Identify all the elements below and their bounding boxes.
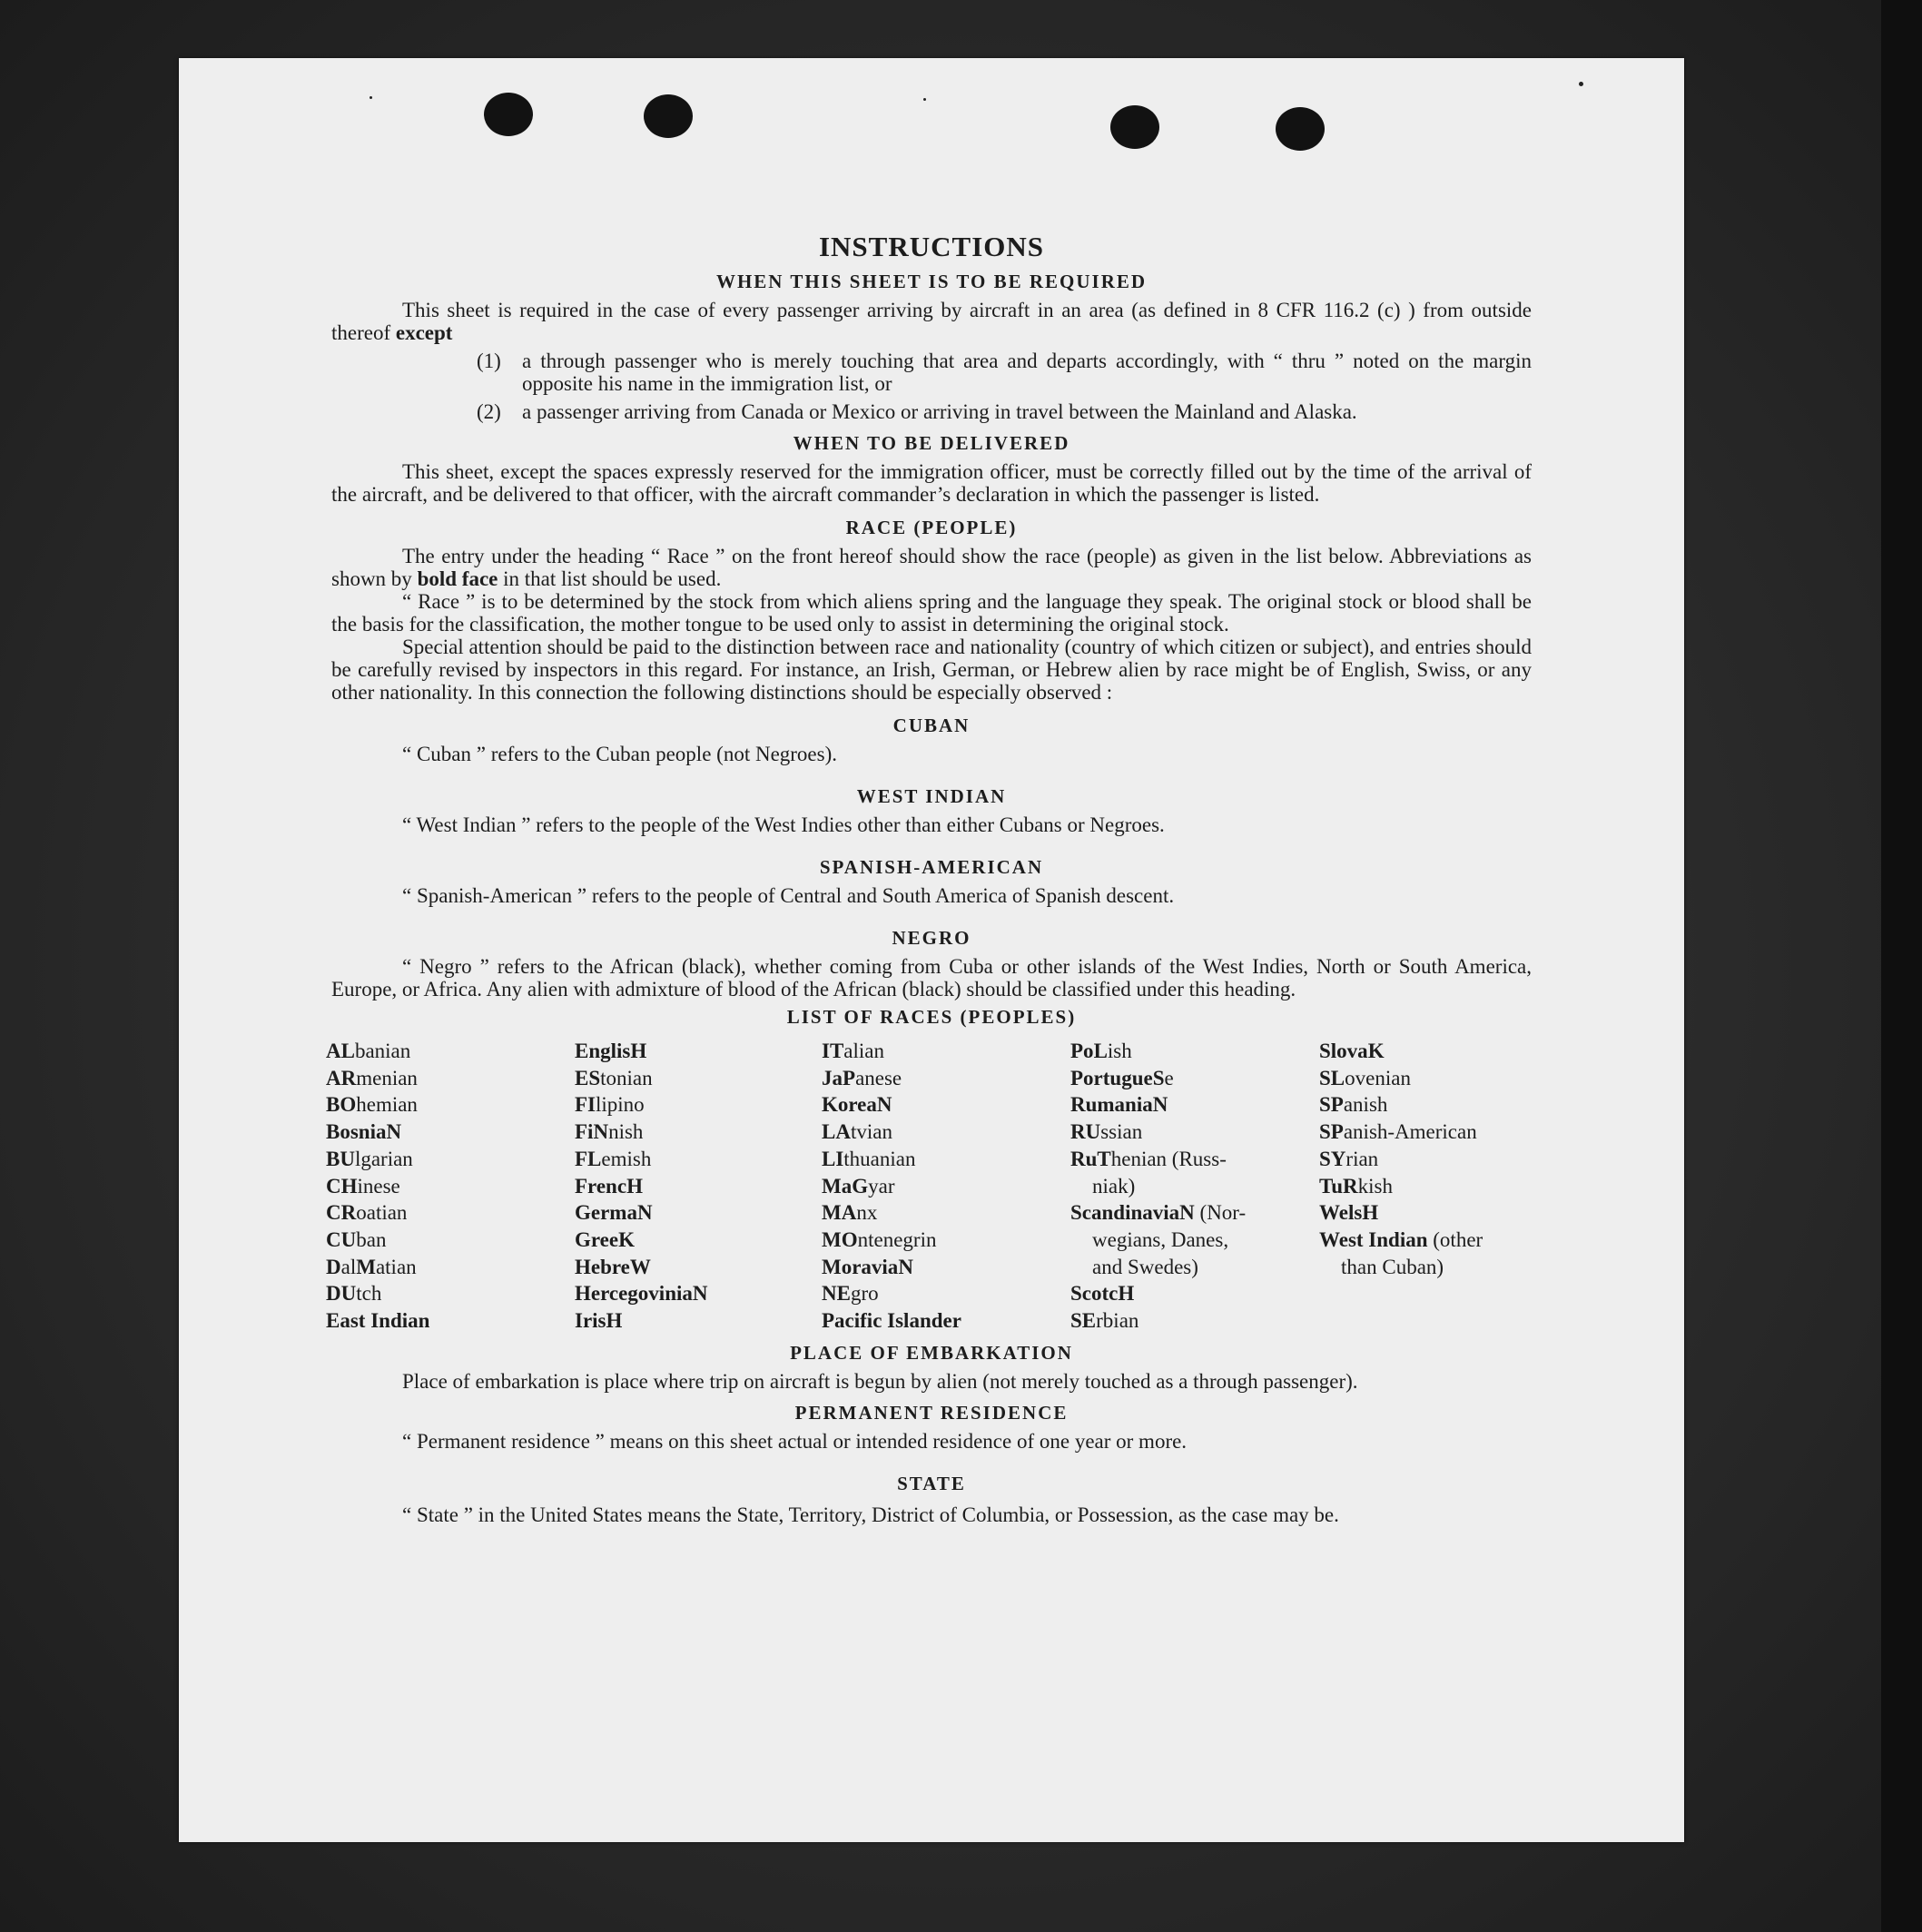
race-text: henian (Russ- (1110, 1147, 1227, 1170)
punch-hole (644, 94, 693, 138)
race-text: yar (868, 1174, 895, 1198)
race-entry (575, 1199, 822, 1227)
required-intro: This sheet is required in the case of every passenger arriving by aircraft in an area (as defined in 8 CFR 116.2 (c) ) from outside thereof except (331, 299, 1532, 344)
race-abbreviation: N (593, 1120, 609, 1144)
punch-hole (1276, 107, 1325, 151)
delivered-text: This sheet, except the spaces expressly reserved for the immigration officer, must be correctly filled out by the time of the arrival of the aircraft, and be delivered to that officer, with the aircraft commander’s declaration in which the passenger is listed. (331, 460, 1532, 506)
race-abbreviation: Bosnia (326, 1120, 387, 1144)
race-abbreviation: H (1118, 1282, 1135, 1306)
race-abbreviation: SP (1319, 1120, 1344, 1144)
race-entry (1070, 1227, 1319, 1254)
heading-west-indian: WEST INDIAN (856, 785, 1007, 807)
race-abbreviation: IT (822, 1040, 844, 1062)
race-text: rbian (1096, 1309, 1139, 1333)
race-entry (1319, 1091, 1528, 1119)
race-entry (575, 1091, 822, 1119)
race-entry (822, 1173, 1070, 1200)
race-paragraph: The entry under the heading “ Race ” on the front hereof should show the race (people) as given in the list below. Abbreviations as shown by bold face in that list should be used. (331, 545, 1532, 590)
race-entry (326, 1091, 575, 1119)
races-column (326, 1038, 575, 1335)
race-text: e (1164, 1066, 1174, 1089)
race-entry (1319, 1199, 1528, 1227)
race-entry (1319, 1065, 1528, 1092)
race-text: nish (608, 1120, 644, 1144)
race-abbreviation: N (876, 1093, 892, 1117)
race-text: kish (1357, 1174, 1393, 1198)
race-abbreviation: Wels (1319, 1201, 1363, 1225)
race-entry (822, 1146, 1070, 1173)
race-entry (1319, 1173, 1528, 1200)
race-abbreviation: G (852, 1174, 869, 1198)
race-entry (1070, 1173, 1319, 1200)
race-abbreviation: Korea (822, 1093, 877, 1117)
race-abbreviation: W (629, 1255, 651, 1278)
race-abbreviation: Ru (1070, 1147, 1098, 1170)
race-entry (575, 1065, 822, 1092)
spanish-american-definition: “ Spanish-American ” refers to the people of Central and South America of Spanish descent. (402, 884, 1175, 907)
punch-hole (484, 93, 533, 136)
instructions-content (326, 167, 1532, 1529)
race-abbreviation: SP (1319, 1093, 1344, 1117)
race-text: ntenegrin (857, 1227, 937, 1251)
race-entry (575, 1146, 822, 1173)
embarkation-definition: Place of embarkation is place where trip on aircraft is begun by alien (not merely touched as a through passenger). (402, 1369, 1358, 1393)
race-entry (822, 1280, 1070, 1307)
race-entry (822, 1065, 1070, 1092)
race-entry (1070, 1065, 1319, 1092)
race-abbreviation: CU (326, 1227, 357, 1251)
race-text: inese (357, 1174, 400, 1198)
race-abbreviation: CR (326, 1201, 357, 1225)
heading-spanish-american: SPANISH-AMERICAN (819, 856, 1044, 878)
race-abbreviation: Germa (575, 1201, 637, 1225)
race-abbreviation: Moravia (822, 1255, 899, 1278)
race-entry (326, 1199, 575, 1227)
race-abbreviation: Tu (1319, 1174, 1344, 1198)
race-entry (326, 1173, 575, 1200)
race-abbreviation: H (630, 1040, 647, 1062)
race-entry (1319, 1119, 1528, 1146)
race-entry (326, 1038, 575, 1065)
race-entry (575, 1280, 822, 1307)
race-abbreviation: Ja (822, 1066, 843, 1089)
race-entry (1070, 1254, 1319, 1281)
race-abbreviation: AR (326, 1066, 357, 1089)
race-entry (1319, 1038, 1528, 1065)
race-entry (575, 1119, 822, 1146)
scan-edge (1881, 0, 1922, 1932)
heading-residence: PERMANENT RESIDENCE (794, 1401, 1069, 1424)
race-abbreviation: S (1152, 1066, 1165, 1089)
race-abbreviation: R (1343, 1174, 1358, 1198)
race-abbreviation: N (1152, 1093, 1168, 1117)
heading-races-list: LIST OF RACES (PEOPLES) (786, 1006, 1077, 1028)
race-abbreviation: L (1093, 1040, 1108, 1062)
document-page (179, 58, 1684, 1842)
race-abbreviation: H (606, 1309, 623, 1333)
race-entry (822, 1038, 1070, 1065)
heading-state: STATE (897, 1472, 966, 1494)
race-abbreviation: AL (326, 1040, 355, 1062)
race-abbreviation: H (1362, 1201, 1379, 1225)
race-entry (1319, 1227, 1528, 1254)
heading-cuban: CUBAN (892, 715, 971, 736)
races-column (822, 1038, 1070, 1335)
race-text: tvian (850, 1120, 892, 1144)
race-text: niak) (1092, 1174, 1136, 1198)
race-text: (other (1427, 1227, 1483, 1251)
race-abbreviation: T (1097, 1147, 1111, 1170)
race-text: banian (354, 1040, 411, 1062)
race-text: ban (356, 1227, 387, 1251)
race-text: thuanian (843, 1147, 916, 1170)
race-entry (1070, 1038, 1319, 1065)
race-entry (326, 1280, 575, 1307)
race-entry (326, 1227, 575, 1254)
race-entry (1319, 1146, 1528, 1173)
negro-definition: “ Negro ” refers to the African (black), whether coming from Cuba or other islands of the West Indies, North or South America, Europe, or Africa. Any alien with admixture of blood of the African (black) should be classified under this heading. (331, 955, 1532, 1000)
race-entry (1070, 1307, 1319, 1335)
race-abbreviation: Pacific Islander (822, 1309, 961, 1333)
race-abbreviation: BU (326, 1147, 355, 1170)
race-text: anish (1343, 1093, 1388, 1117)
race-abbreviation: M (356, 1255, 376, 1278)
races-list (326, 1038, 1532, 1335)
race-entry (326, 1146, 575, 1173)
race-text: anish-American (1343, 1120, 1477, 1144)
race-abbreviation: FL (575, 1147, 602, 1170)
race-entry (326, 1254, 575, 1281)
race-text: ovenian (1345, 1066, 1411, 1089)
race-text: alian (843, 1040, 884, 1062)
race-text: lipino (596, 1093, 645, 1117)
race-text: oatian (356, 1201, 408, 1225)
race-text: ish (1107, 1040, 1132, 1062)
dust-speck (1579, 82, 1583, 86)
race-entry (575, 1307, 822, 1335)
race-abbreviation: BO (326, 1093, 357, 1117)
race-entry (822, 1091, 1070, 1119)
race-abbreviation: Slova (1319, 1040, 1368, 1062)
race-entry (575, 1227, 822, 1254)
races-column (1070, 1038, 1319, 1335)
race-abbreviation: SE (1070, 1309, 1097, 1333)
race-abbreviation: LA (822, 1120, 851, 1144)
race-abbreviation: H (626, 1174, 643, 1198)
race-abbreviation: CH (326, 1174, 358, 1198)
race-entry (575, 1038, 822, 1065)
race-abbreviation: Ma (822, 1174, 853, 1198)
race-text: and Swedes) (1092, 1255, 1198, 1278)
race-abbreviation: SL (1319, 1066, 1345, 1089)
state-definition: “ State ” in the United States means the State, Territory, District of Columbia, or Possession, as the case may be. (402, 1503, 1339, 1526)
race-abbreviation: Po (1070, 1040, 1094, 1062)
race-abbreviation: Scandinavia (1070, 1201, 1180, 1225)
race-entry (822, 1307, 1070, 1335)
race-text: hemian (356, 1093, 418, 1117)
race-text: lgarian (354, 1147, 413, 1170)
race-text: tch (356, 1282, 382, 1306)
race-abbreviation: SY (1319, 1147, 1346, 1170)
race-text: anese (855, 1066, 902, 1089)
race-entry (1070, 1119, 1319, 1146)
race-abbreviation: NE (822, 1282, 851, 1306)
race-text: ssian (1100, 1120, 1143, 1144)
race-abbreviation: RU (1070, 1120, 1101, 1144)
race-entry (1319, 1254, 1528, 1281)
races-column (575, 1038, 822, 1335)
cuban-definition: “ Cuban ” refers to the Cuban people (not Negroes). (402, 743, 838, 765)
race-entry (326, 1307, 575, 1335)
heading-embarkation: PLACE OF EMBARKATION (790, 1341, 1073, 1364)
race-text: atian (375, 1255, 417, 1278)
race-text: gro (850, 1282, 879, 1306)
race-entry (326, 1119, 575, 1146)
race-abbreviation: Englis (575, 1040, 631, 1062)
race-text: rian (1345, 1147, 1379, 1170)
race-abbreviation: Fi (575, 1120, 594, 1144)
race-abbreviation: LI (822, 1147, 844, 1170)
race-text: menian (356, 1066, 418, 1089)
race-entry (822, 1254, 1070, 1281)
race-entry (822, 1119, 1070, 1146)
dust-speck (923, 98, 926, 101)
race-entry (822, 1227, 1070, 1254)
race-entry (1070, 1146, 1319, 1173)
race-abbreviation: N (636, 1201, 653, 1225)
heading-race: RACE (PEOPLE) (845, 517, 1018, 538)
race-abbreviation: East Indian (326, 1309, 430, 1333)
dust-speck (370, 96, 372, 99)
race-abbreviation: Iris (575, 1309, 606, 1333)
race-abbreviation: Hercegovinia (575, 1282, 693, 1306)
race-text: emish (601, 1147, 652, 1170)
race-paragraph: “ Race ” is to be determined by the stock from which aliens spring and the language they speak. The original stock or blood shall be the basis for the classification, the mother tongue to be used only to assist in determining the original stock. (331, 590, 1532, 636)
race-abbreviation: N (386, 1120, 402, 1144)
page-title: INSTRUCTIONS (818, 231, 1044, 262)
race-abbreviation: Frenc (575, 1174, 627, 1198)
race-abbreviation: MO (822, 1227, 858, 1251)
race-abbreviation: D (326, 1255, 341, 1278)
residence-definition: “ Permanent residence ” means on this sheet actual or intended residence of one year or more. (402, 1429, 1188, 1453)
race-abbreviation: K (1367, 1040, 1385, 1062)
race-abbreviation: Scotc (1070, 1282, 1119, 1306)
race-text: (Nor- (1194, 1201, 1247, 1225)
race-text: nx (856, 1201, 878, 1225)
race-paragraph: Special attention should be paid to the distinction between race and nationality (country of which citizen or subject), and entries should be carefully revised by inspectors in this regard. For instance, an Irish, German, or Hebrew alien by race might be of English, Swiss, or any other nationality. In this connection the following distinctions should be especially observed : (331, 636, 1532, 704)
west-indian-definition: “ West Indian ” refers to the people of the West Indies other than either Cubans or Negroes. (402, 813, 1165, 836)
race-abbreviation: N (1179, 1201, 1195, 1225)
race-abbreviation: West Indian (1319, 1227, 1428, 1251)
race-text: al (340, 1255, 357, 1278)
race-abbreviation: N (898, 1255, 913, 1278)
race-abbreviation: ES (575, 1066, 601, 1089)
race-abbreviation: Rumania (1070, 1093, 1153, 1117)
race-abbreviation: MA (822, 1201, 857, 1225)
race-text: tonian (600, 1066, 653, 1089)
race-entry (1070, 1199, 1319, 1227)
race-entry (326, 1065, 575, 1092)
heading-negro: NEGRO (892, 927, 971, 949)
race-entry (1070, 1280, 1319, 1307)
heading-required: WHEN THIS SHEET IS TO BE REQUIRED (715, 271, 1148, 292)
race-abbreviation: P (843, 1066, 856, 1089)
heading-delivered: WHEN TO BE DELIVERED (793, 432, 1070, 454)
race-abbreviation: Gree (575, 1227, 619, 1251)
race-text: than Cuban) (1341, 1255, 1444, 1278)
race-abbreviation: Hebre (575, 1255, 630, 1278)
race-abbreviation: Portugue (1070, 1066, 1153, 1089)
race-abbreviation: N (692, 1282, 708, 1306)
required-exception-item: (2) a passenger arriving from Canada or Mexico or arriving in travel between the Mainland and Alaska. (477, 400, 1357, 423)
punch-hole (1110, 105, 1159, 149)
race-abbreviation: FI (575, 1093, 596, 1117)
race-entry (822, 1199, 1070, 1227)
race-entry (575, 1254, 822, 1281)
races-column (1319, 1038, 1528, 1335)
race-abbreviation: DU (326, 1282, 357, 1306)
race-entry (575, 1173, 822, 1200)
required-exception-item: (1) a through passenger who is merely touching that area and departs accordingly, with “ thru ” noted on the margin opposite his name in the immigration list, or (477, 350, 1532, 395)
race-entry (1070, 1091, 1319, 1119)
race-abbreviation: K (618, 1227, 635, 1251)
race-text: wegians, Danes, (1092, 1227, 1229, 1251)
